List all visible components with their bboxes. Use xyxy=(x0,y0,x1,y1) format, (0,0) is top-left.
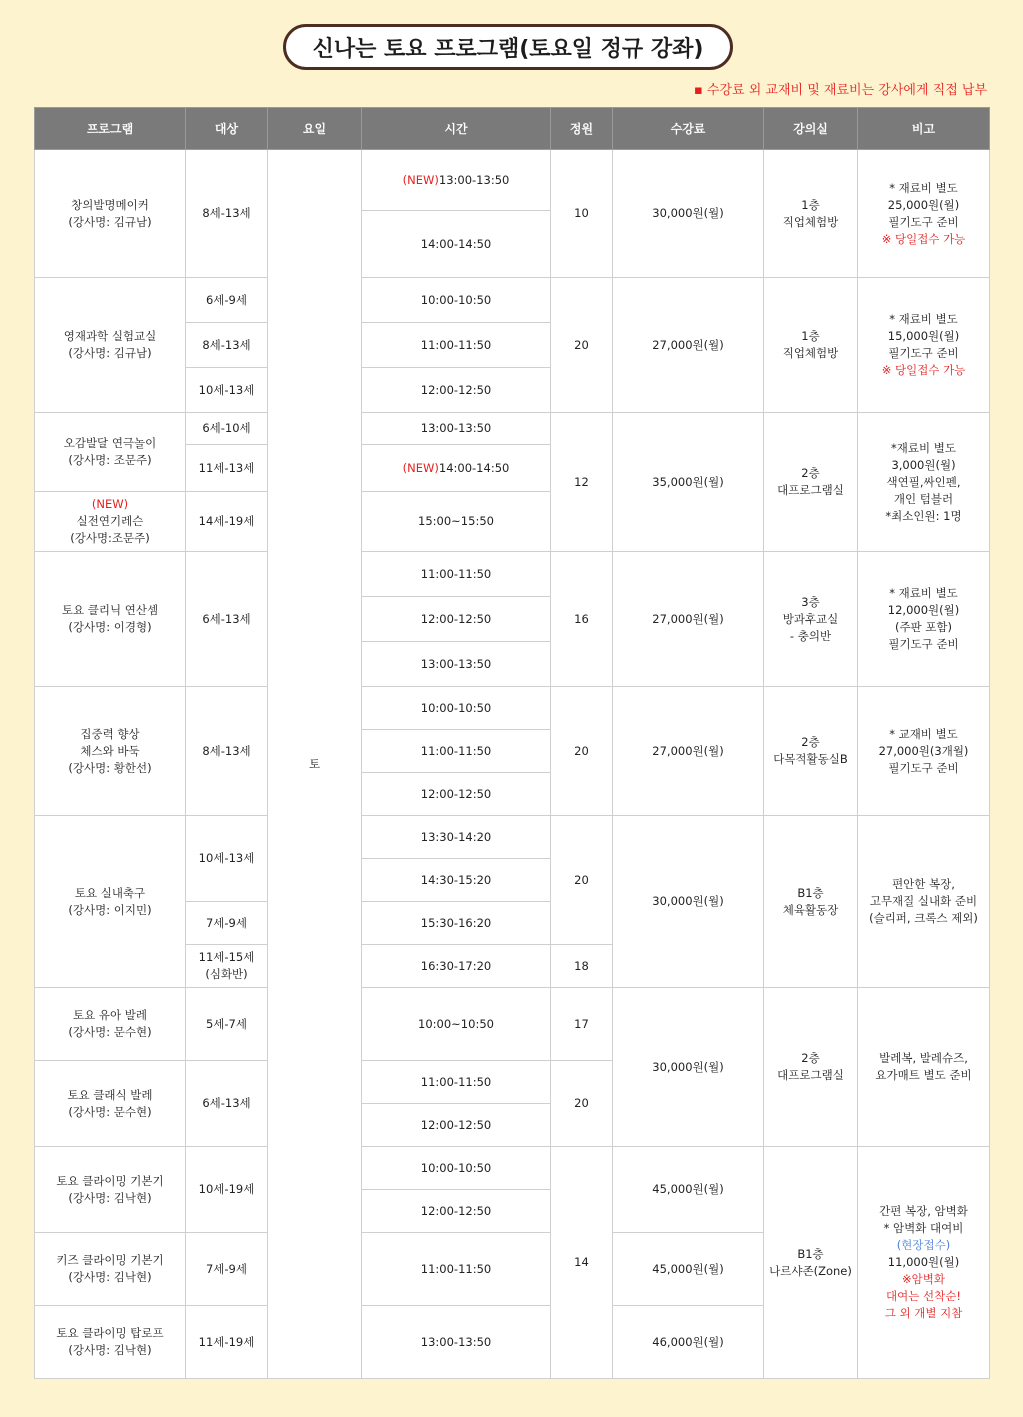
time-cell: 13:00-13:50 xyxy=(362,642,551,687)
target-cell: 11세-15세 (심화반) xyxy=(186,945,268,988)
target-cell: 8세-13세 xyxy=(186,150,268,278)
header-fee: 수강료 xyxy=(613,108,764,150)
target-cell: 11세-13세 xyxy=(186,445,268,492)
time-cell: 14:00-14:50 xyxy=(362,211,551,278)
time-cell: (NEW)14:00-14:50 xyxy=(362,445,551,492)
header-capacity: 정원 xyxy=(551,108,613,150)
target-cell: 6세-13세 xyxy=(186,1061,268,1147)
time-cell: 11:00-11:50 xyxy=(362,730,551,773)
time-cell: 14:30-15:20 xyxy=(362,859,551,902)
program-name-cell: (NEW) 실전연기레슨 (강사명:조문주) xyxy=(35,492,186,552)
fee-cell: 45,000원(월) xyxy=(613,1233,764,1306)
time-cell: 15:00~15:50 xyxy=(362,492,551,552)
program-name-cell: 영재과학 실험교실 (강사명: 김규남) xyxy=(35,278,186,413)
table-row xyxy=(35,1147,990,1190)
payment-note: ▪ 수강료 외 교재비 및 재료비는 강사에게 직접 납부 xyxy=(693,83,987,98)
target-cell: 14세-19세 xyxy=(186,492,268,552)
capacity-cell: 16 xyxy=(551,552,613,687)
room-cell: 3층 방과후교실 - 충의반 xyxy=(764,552,858,687)
time-cell: 12:00-12:50 xyxy=(362,773,551,816)
time-cell: 10:00~10:50 xyxy=(362,988,551,1061)
header-time: 시간 xyxy=(362,108,551,150)
target-cell: 7세-9세 xyxy=(186,1233,268,1306)
time-cell: 12:00-12:50 xyxy=(362,1104,551,1147)
program-name-cell: 토요 클리닉 연산셈 (강사명: 이경형) xyxy=(35,552,186,687)
header-memo: 비고 xyxy=(858,108,990,150)
fee-cell: 30,000원(월) xyxy=(613,150,764,278)
time-cell: 13:00-13:50 xyxy=(362,413,551,445)
room-cell: 2층 다목적활동실B xyxy=(764,687,858,816)
memo-cell: *재료비 별도 3,000원(월) 색연필,싸인펜, 개인 텀블러 *최소인원: 1명 xyxy=(858,413,990,552)
time-cell: 12:00-12:50 xyxy=(362,597,551,642)
header-program: 프로그램 xyxy=(35,108,186,150)
room-cell: 2층 대프로그램실 xyxy=(764,988,858,1147)
room-cell: 2층 대프로그램실 xyxy=(764,413,858,552)
table-row xyxy=(35,687,990,730)
page-title: 신나는 토요 프로그램(토요일 정규 강좌) xyxy=(283,24,733,70)
header-room: 강의실 xyxy=(764,108,858,150)
capacity-cell: 18 xyxy=(551,945,613,988)
capacity-cell: 20 xyxy=(551,687,613,816)
program-name-cell: 집중력 향상 체스와 바둑 (강사명: 황한선) xyxy=(35,687,186,816)
program-teacher: (강사명: 김규남) xyxy=(68,214,152,229)
program-name-cell: 토요 클라이밍 탑로프 (강사명: 김낙현) xyxy=(35,1306,186,1379)
time-cell: 10:00-10:50 xyxy=(362,687,551,730)
capacity-cell: 14 xyxy=(551,1147,613,1379)
time-cell: 10:00-10:50 xyxy=(362,1147,551,1190)
table-header-row xyxy=(35,108,990,150)
program-name-cell: 토요 클래식 발레 (강사명: 문수현) xyxy=(35,1061,186,1147)
time-cell: 11:00-11:50 xyxy=(362,323,551,368)
capacity-cell: 10 xyxy=(551,150,613,278)
memo-cell: 발레복, 발레슈즈, 요가매트 별도 준비 xyxy=(858,988,990,1147)
table-row xyxy=(35,150,990,211)
program-name-cell: 토요 실내축구 (강사명: 이지민) xyxy=(35,816,186,988)
time-cell: 15:30-16:20 xyxy=(362,902,551,945)
new-badge: (NEW) xyxy=(402,172,439,187)
program-name-cell: 오감발달 연극놀이 (강사명: 조문주) xyxy=(35,413,186,492)
memo-cell: * 재료비 별도 12,000원(월) (주판 포함) 필기도구 준비 xyxy=(858,552,990,687)
table-row xyxy=(35,278,990,323)
room-cell: B1층 나르샤존(Zone) xyxy=(764,1147,858,1379)
table-row xyxy=(35,988,990,1061)
table-row xyxy=(35,552,990,597)
time-cell: 13:00-13:50 xyxy=(362,1306,551,1379)
target-cell: 6세-13세 xyxy=(186,552,268,687)
fee-cell: 35,000원(월) xyxy=(613,413,764,552)
schedule-table xyxy=(34,107,990,1379)
room-cell: 1층 직업체험방 xyxy=(764,278,858,413)
memo-cell: * 재료비 별도 25,000원(월) 필기도구 준비 ※ 당일접수 가능 xyxy=(858,150,990,278)
time-cell: (NEW)13:00-13:50 xyxy=(362,150,551,211)
capacity-cell: 12 xyxy=(551,413,613,552)
capacity-cell: 17 xyxy=(551,988,613,1061)
time-cell: 11:00-11:50 xyxy=(362,1233,551,1306)
capacity-cell: 20 xyxy=(551,816,613,945)
target-cell: 5세-7세 xyxy=(186,988,268,1061)
target-cell: 8세-13세 xyxy=(186,687,268,816)
header-target: 대상 xyxy=(186,108,268,150)
time-cell: 12:00-12:50 xyxy=(362,368,551,413)
fee-cell: 30,000원(월) xyxy=(613,816,764,988)
time-cell: 11:00-11:50 xyxy=(362,552,551,597)
capacity-cell: 20 xyxy=(551,278,613,413)
day-cell: 토 xyxy=(268,150,362,1379)
table-row xyxy=(35,816,990,859)
table-row xyxy=(35,413,990,445)
memo-cell: * 교재비 별도 27,000원(3개월) 필기도구 준비 xyxy=(858,687,990,816)
target-cell: 10세-13세 xyxy=(186,816,268,902)
time-cell: 12:00-12:50 xyxy=(362,1190,551,1233)
time-cell: 10:00-10:50 xyxy=(362,278,551,323)
time-cell: 13:30-14:20 xyxy=(362,816,551,859)
target-cell: 10세-19세 xyxy=(186,1147,268,1233)
target-cell: 8세-13세 xyxy=(186,323,268,368)
fee-cell: 27,000원(월) xyxy=(613,552,764,687)
program-name-cell: 키즈 클라이밍 기본기 (강사명: 김낙현) xyxy=(35,1233,186,1306)
target-cell: 6세-10세 xyxy=(186,413,268,445)
memo-cell: 간편 복장, 암벽화 * 암벽화 대여비 (현장접수) 11,000원(월) ※암벽화 대여는 선착순! 그 외 개별 지참 xyxy=(858,1147,990,1379)
new-badge: (NEW) xyxy=(91,497,129,511)
program-name-cell: 토요 유아 발레 (강사명: 문수현) xyxy=(35,988,186,1061)
target-cell: 7세-9세 xyxy=(186,902,268,945)
fee-cell: 30,000원(월) xyxy=(613,988,764,1147)
fee-cell: 45,000원(월) xyxy=(613,1147,764,1233)
room-cell: 1층 직업체험방 xyxy=(764,150,858,278)
header-day: 요일 xyxy=(268,108,362,150)
fee-cell: 46,000원(월) xyxy=(613,1306,764,1379)
capacity-cell: 20 xyxy=(551,1061,613,1147)
time-cell: 16:30-17:20 xyxy=(362,945,551,988)
time-cell: 11:00-11:50 xyxy=(362,1061,551,1104)
program-name: 창의발명메이커 xyxy=(71,197,149,212)
program-name-cell xyxy=(35,150,186,278)
target-cell: 11세-19세 xyxy=(186,1306,268,1379)
memo-cell: * 재료비 별도 15,000원(월) 필기도구 준비 ※ 당일접수 가능 xyxy=(858,278,990,413)
new-badge: (NEW) xyxy=(402,460,439,475)
memo-cell: 편안한 복장, 고무재질 실내화 준비 (슬리퍼, 크록스 제외) xyxy=(858,816,990,988)
fee-cell: 27,000원(월) xyxy=(613,687,764,816)
room-cell: B1층 체육활동장 xyxy=(764,816,858,988)
program-name-cell: 토요 클라이밍 기본기 (강사명: 김낙현) xyxy=(35,1147,186,1233)
target-cell: 6세-9세 xyxy=(186,278,268,323)
fee-cell: 27,000원(월) xyxy=(613,278,764,413)
target-cell: 10세-13세 xyxy=(186,368,268,413)
